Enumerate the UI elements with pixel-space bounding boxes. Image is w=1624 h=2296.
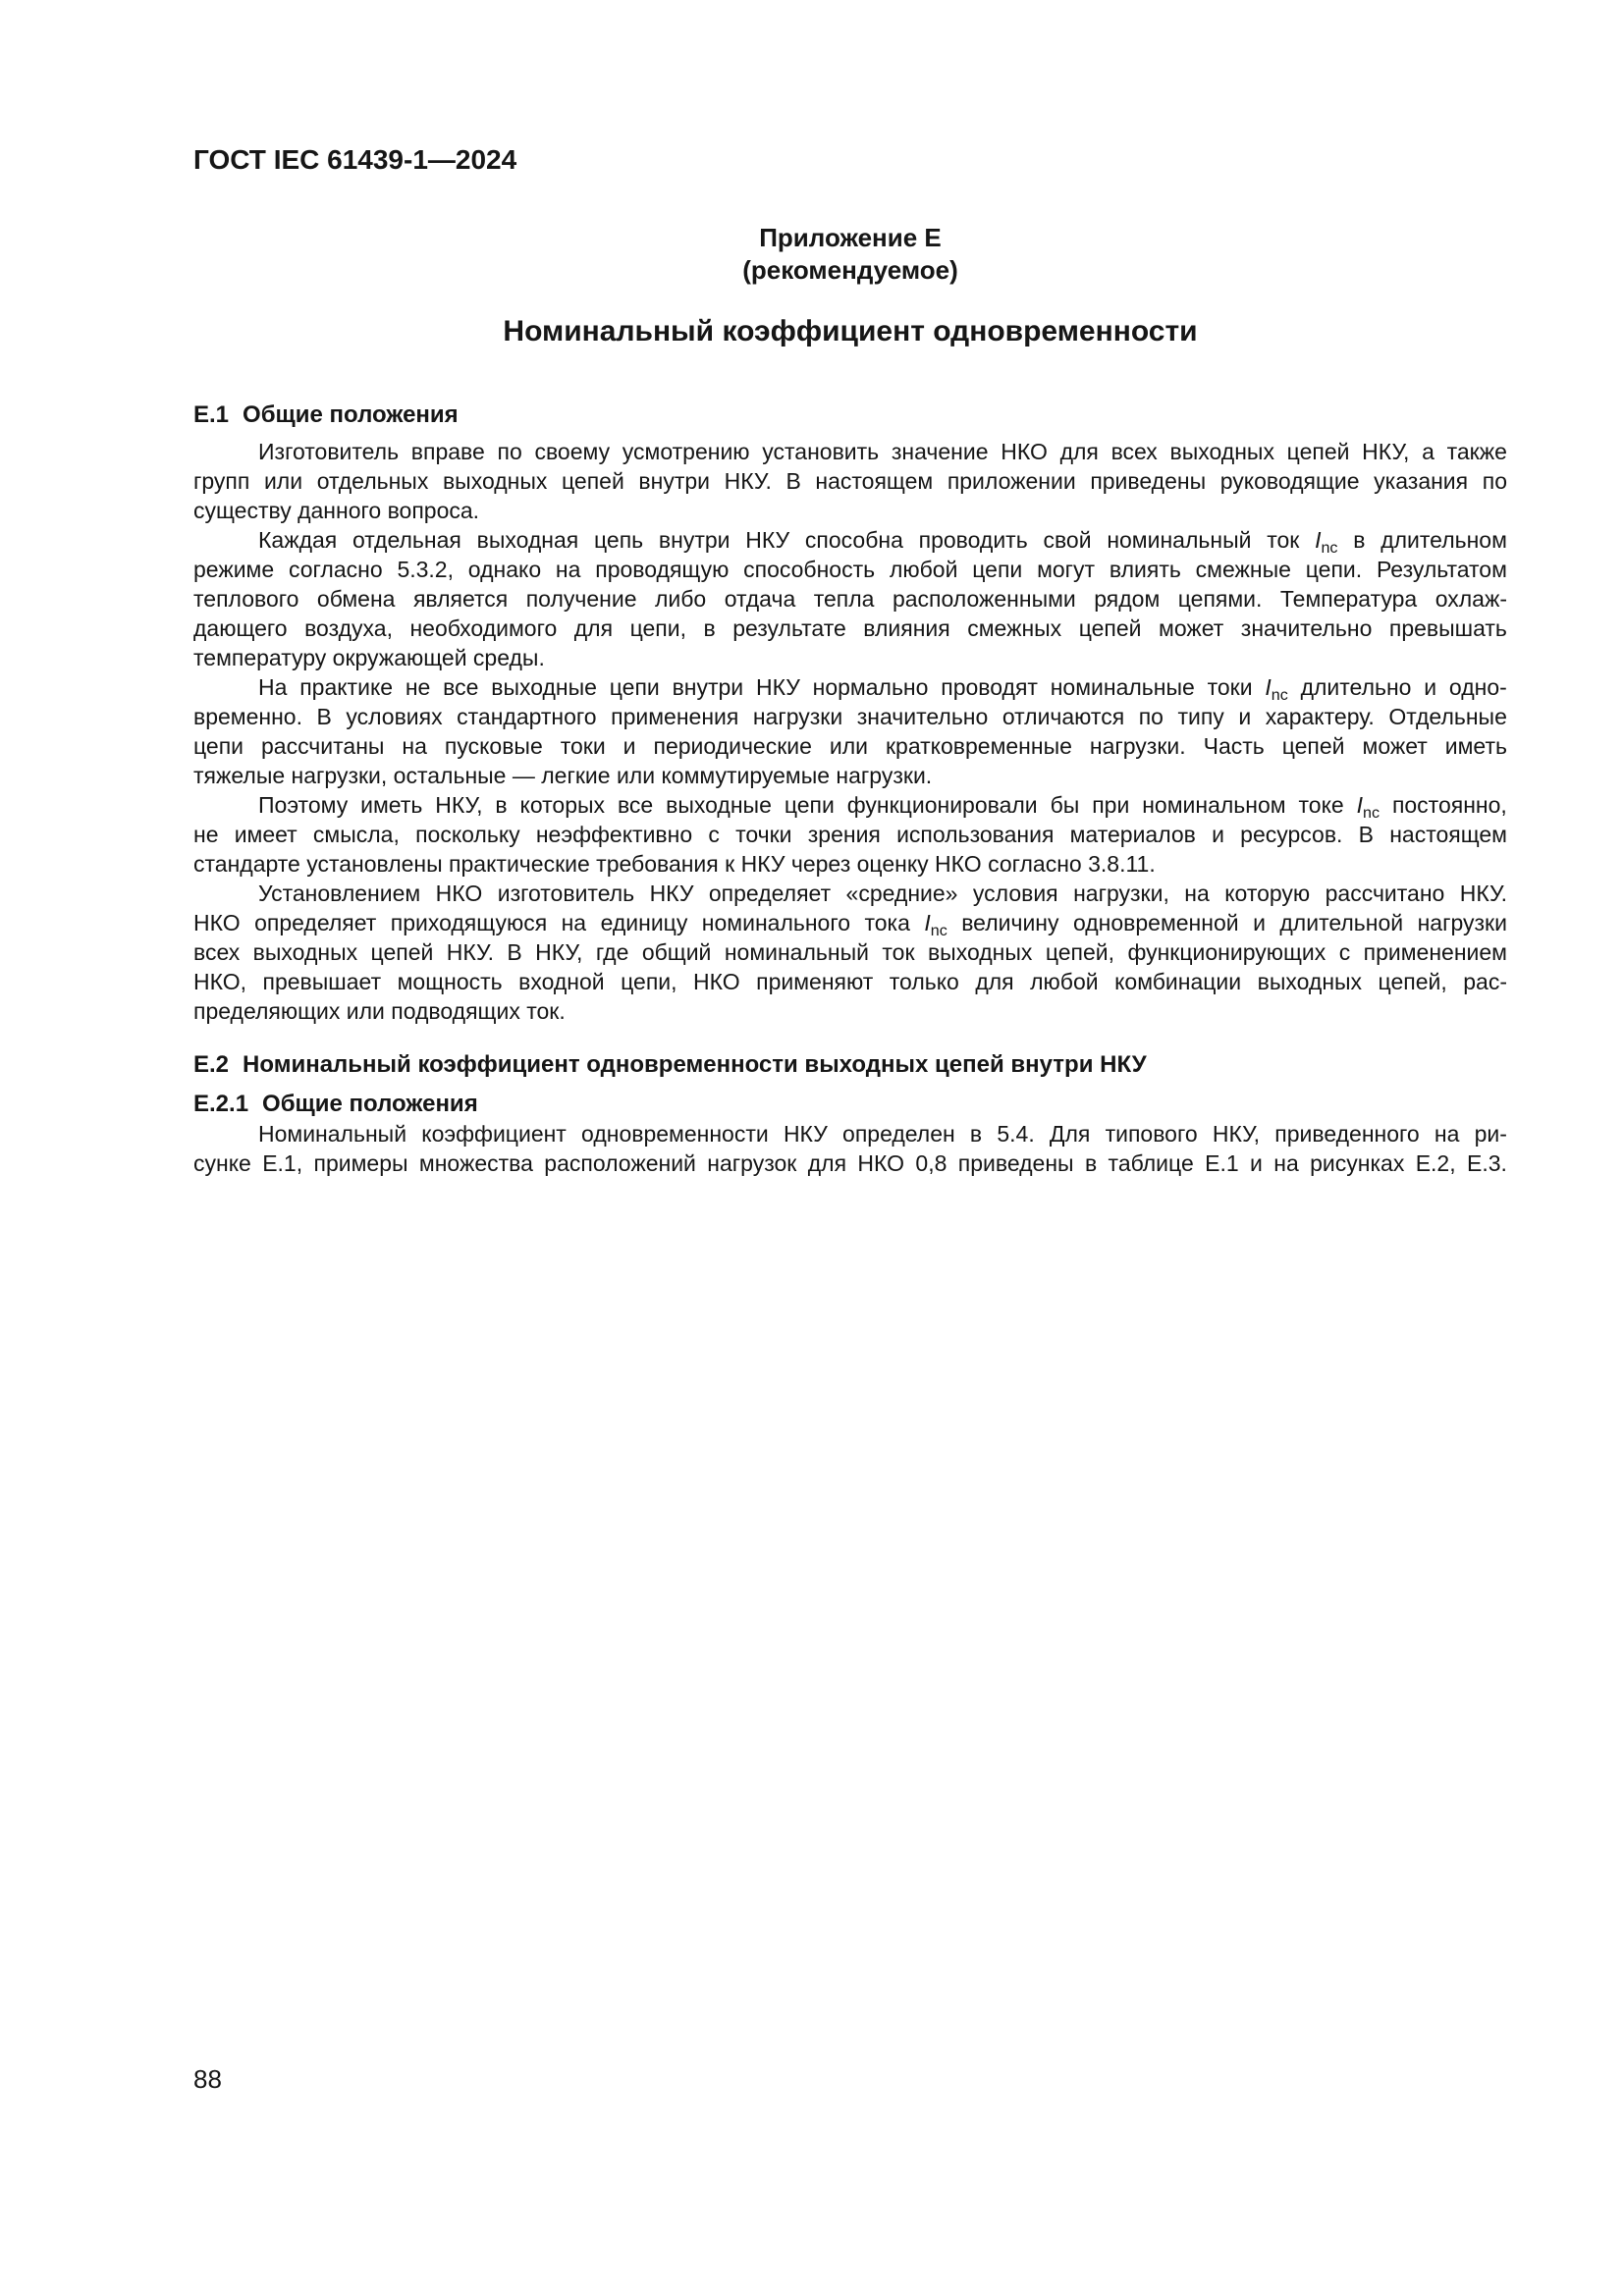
page-number: 88 bbox=[193, 2064, 222, 2094]
paragraph-line: не имеет смысла, поскольку неэффективно с точки зрения использования материалов и ресурсов. В настоящем bbox=[193, 822, 1507, 847]
section-number: Е.2 bbox=[193, 1051, 230, 1078]
section-heading-е.2.1 bbox=[193, 1090, 1507, 1119]
document-code: ГОСТ IEC 61439-1—2024 bbox=[193, 144, 517, 175]
paragraph-line: стандарте установлены практические требования к НКУ через оценку НКО согласно 3.8.11. bbox=[193, 851, 1156, 877]
paragraph-line: Номинальный коэффициент одновременности НКУ определен в 5.4. Для типового НКУ, приведенного на ри- bbox=[258, 1121, 1507, 1147]
paragraph-line: Поэтому иметь НКУ, в которых все выходные цепи функционировали бы при номинальном токе $I_{nc}$ постоянно, bbox=[258, 792, 1507, 822]
paragraph-line: существу данного вопроса. bbox=[193, 498, 480, 523]
section-number: Е.1 bbox=[193, 401, 230, 428]
paragraph-line: На практике не все выходные цепи внутри НКУ нормально проводят номинальные токи $I_{nc}$ длительно и одно- bbox=[258, 674, 1507, 704]
section-title: Номинальный коэффициент одновременности выходных цепей внутри НКУ bbox=[243, 1051, 1147, 1078]
paragraph bbox=[193, 525, 1507, 672]
section-number: Е.2.1 bbox=[193, 1091, 249, 1117]
paragraph-line: пределяющих или подводящих ток. bbox=[193, 998, 566, 1024]
document-content bbox=[193, 400, 1507, 1178]
paragraph-line: тяжелые нагрузки, остальные — легкие или коммутируемые нагрузки. bbox=[193, 763, 933, 788]
paragraph-line: НКО определяет приходящуюся на единицу номинального тока $I_{nc}$ величину одновременной и длительной нагрузки bbox=[193, 910, 1507, 939]
paragraph bbox=[193, 1119, 1507, 1178]
paragraph-line: групп или отдельных выходных цепей внутри НКУ. В настоящем приложении приведены руководящие указания по bbox=[193, 468, 1507, 494]
paragraph-line: временно. В условиях стандартного применения нагрузки значительно отличаются по типу и характеру. Отдельные bbox=[193, 704, 1507, 729]
paragraph-line: дающего воздуха, необходимого для цепи, в результате влияния смежных цепей может значительно превышать bbox=[193, 615, 1507, 641]
paragraph bbox=[193, 437, 1507, 525]
paragraph-line: цепи рассчитаны на пусковые токи и периодические или кратковременные нагрузки. Часть цепей может иметь bbox=[193, 733, 1507, 759]
section-title: Общие положения bbox=[262, 1091, 478, 1117]
paragraph bbox=[193, 879, 1507, 1026]
paragraph bbox=[193, 672, 1507, 790]
appendix-status: (рекомендуемое) bbox=[742, 255, 958, 285]
paragraph-line: всех выходных цепей НКУ. В НКУ, где общий номинальный ток выходных цепей, функционирующих с применением bbox=[193, 939, 1507, 965]
paragraph-line: режиме согласно 5.3.2, однако на проводящую способность любой цепи могут влиять смежные цепи. Результатом bbox=[193, 557, 1507, 582]
section-title: Общие положения bbox=[243, 401, 459, 428]
paragraph bbox=[193, 790, 1507, 879]
page-body bbox=[193, 145, 1507, 1178]
paragraph-line: теплового обмена является получение либо отдача тепла расположенными рядом цепями. Температура охлаж- bbox=[193, 586, 1507, 612]
paragraph-line: Изготовитель вправе по своему усмотрению установить значение НКО для всех выходных цепей НКУ, а также bbox=[258, 439, 1507, 464]
section-heading-е.1 bbox=[193, 400, 1507, 430]
paragraph-line: НКО, превышает мощность входной цепи, НКО применяют только для любой комбинации выходных цепей, рас- bbox=[193, 969, 1507, 994]
paragraph-line: Установлением НКО изготовитель НКУ определяет «средние» условия нагрузки, на которую рассчитано НКУ. bbox=[258, 881, 1507, 906]
paragraph-line: сунке Е.1, примеры множества расположений нагрузок для НКО 0,8 приведены в таблице Е.1 и на рисунках Е.2, Е.3. bbox=[193, 1150, 1507, 1176]
paragraph-line: температуру окружающей среды. bbox=[193, 645, 545, 670]
appendix-label: Приложение Е bbox=[759, 223, 942, 252]
document-title: Номинальный коэффициент одновременности bbox=[503, 315, 1198, 347]
section-heading-е.2 bbox=[193, 1050, 1507, 1080]
appendix-block bbox=[193, 222, 1507, 287]
paragraph-line: Каждая отдельная выходная цепь внутри НКУ способна проводить свой номинальный ток $I_{nc}$ в длительном bbox=[258, 527, 1507, 557]
